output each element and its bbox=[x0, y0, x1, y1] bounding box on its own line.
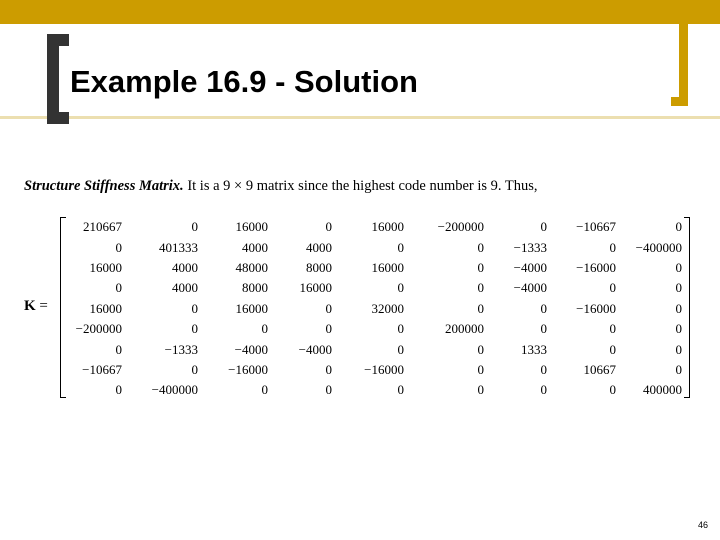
matrix-cell: 0 bbox=[675, 341, 682, 357]
matrix-cell: 0 bbox=[261, 382, 268, 398]
matrix-cell: −200000 bbox=[437, 219, 484, 235]
matrix-cell: 0 bbox=[397, 382, 404, 398]
matrix-cell: 16000 bbox=[371, 259, 404, 275]
matrix-cell: 0 bbox=[540, 361, 547, 377]
matrix-cell: 16000 bbox=[235, 300, 268, 316]
matrix-cell: 8000 bbox=[242, 280, 268, 296]
matrix-cell: 0 bbox=[325, 361, 332, 377]
matrix-cell: −4000 bbox=[513, 259, 547, 275]
title-bracket-right bbox=[679, 24, 688, 106]
matrix-cell: 0 bbox=[115, 341, 122, 357]
matrix-cell: 0 bbox=[397, 239, 404, 255]
matrix-cell: 0 bbox=[540, 382, 547, 398]
matrix-cell: 0 bbox=[675, 361, 682, 377]
matrix-cell: 0 bbox=[675, 259, 682, 275]
matrix-row bbox=[62, 217, 684, 237]
matrix-cell: 0 bbox=[477, 300, 484, 316]
matrix-cell: 0 bbox=[477, 239, 484, 255]
matrix-cell: 16000 bbox=[371, 219, 404, 235]
matrix-cell: 0 bbox=[675, 300, 682, 316]
matrix-cell: −200000 bbox=[75, 321, 122, 337]
matrix-cell: −1333 bbox=[513, 239, 547, 255]
intro-text: It is a 9 × 9 matrix since the highest code number is 9. Thus, bbox=[187, 178, 538, 194]
slide-title: Example 16.9 - Solution bbox=[70, 64, 418, 99]
matrix-cell: 48000 bbox=[235, 259, 268, 275]
matrix-cell: 0 bbox=[609, 382, 616, 398]
matrix-cell: −4000 bbox=[298, 341, 332, 357]
matrix-row bbox=[62, 319, 684, 339]
title-bracket-left-top bbox=[47, 34, 69, 46]
matrix-cell: 4000 bbox=[242, 239, 268, 255]
matrix-bracket-right bbox=[684, 217, 690, 398]
matrix-cell: −400000 bbox=[151, 382, 198, 398]
matrix-row bbox=[62, 258, 684, 278]
matrix-cell: 210667 bbox=[83, 219, 122, 235]
matrix-cell: 16000 bbox=[89, 259, 122, 275]
matrix-cell: 0 bbox=[325, 321, 332, 337]
matrix-row bbox=[62, 360, 684, 380]
matrix-cell: 4000 bbox=[306, 239, 332, 255]
matrix-row bbox=[62, 278, 684, 298]
matrix-cell: 0 bbox=[675, 321, 682, 337]
matrix-cell: −16000 bbox=[228, 361, 268, 377]
matrix-cell: 0 bbox=[397, 321, 404, 337]
matrix-cell: 0 bbox=[477, 382, 484, 398]
matrix-cell: 400000 bbox=[643, 382, 682, 398]
matrix-cell: 0 bbox=[477, 259, 484, 275]
matrix-cell: 0 bbox=[261, 321, 268, 337]
matrix-cell: 0 bbox=[675, 280, 682, 296]
matrix-cell: −1333 bbox=[164, 341, 198, 357]
matrix-cell: 0 bbox=[609, 321, 616, 337]
matrix-label bbox=[24, 296, 48, 316]
matrix-cell: 0 bbox=[191, 361, 198, 377]
matrix-cell: 0 bbox=[609, 280, 616, 296]
matrix-row bbox=[62, 299, 684, 319]
matrix-cell: 0 bbox=[191, 219, 198, 235]
matrix-cell: −10667 bbox=[82, 361, 122, 377]
matrix-cell: 10667 bbox=[583, 361, 616, 377]
matrix-cell: −10667 bbox=[576, 219, 616, 235]
matrix-cell: 0 bbox=[477, 341, 484, 357]
title-bracket-right-foot bbox=[671, 97, 688, 106]
matrix-cell: 0 bbox=[191, 321, 198, 337]
top-accent-bar bbox=[0, 0, 720, 24]
matrix-cell: 0 bbox=[325, 382, 332, 398]
title-bracket-left-bottom bbox=[47, 112, 69, 124]
header-divider bbox=[0, 116, 720, 119]
matrix-cell: 16000 bbox=[235, 219, 268, 235]
matrix-cell: 0 bbox=[540, 219, 547, 235]
matrix-cell: −16000 bbox=[364, 361, 404, 377]
matrix-cell: −400000 bbox=[635, 239, 682, 255]
matrix-cell: 16000 bbox=[299, 280, 332, 296]
matrix-equals: = bbox=[39, 298, 48, 314]
matrix-cell: 4000 bbox=[172, 259, 198, 275]
matrix-cell: 0 bbox=[675, 219, 682, 235]
matrix-cell: 0 bbox=[191, 300, 198, 316]
intro-sentence bbox=[24, 177, 538, 195]
matrix-cell: 8000 bbox=[306, 259, 332, 275]
matrix-cell: 401333 bbox=[159, 239, 198, 255]
intro-lead: Structure Stiffness Matrix. bbox=[24, 178, 184, 194]
matrix-row bbox=[62, 237, 684, 257]
matrix-cell: 4000 bbox=[172, 280, 198, 296]
matrix-cell: −16000 bbox=[576, 259, 616, 275]
matrix-cell: 0 bbox=[477, 361, 484, 377]
title-bracket-left bbox=[47, 34, 59, 124]
matrix-cell: 1333 bbox=[521, 341, 547, 357]
page-number: 46 bbox=[697, 520, 708, 530]
matrix-cell: 0 bbox=[115, 382, 122, 398]
matrix-cell: 0 bbox=[609, 239, 616, 255]
matrix-row bbox=[62, 339, 684, 359]
matrix-cell: 0 bbox=[115, 239, 122, 255]
matrix-cell: 0 bbox=[397, 341, 404, 357]
matrix-cell: 0 bbox=[397, 280, 404, 296]
matrix-cell: 0 bbox=[115, 280, 122, 296]
matrix-cell: 0 bbox=[540, 321, 547, 337]
stiffness-matrix bbox=[62, 217, 684, 401]
matrix-row bbox=[62, 380, 684, 400]
matrix-cell: 16000 bbox=[89, 300, 122, 316]
matrix-cell: −4000 bbox=[234, 341, 268, 357]
matrix-cell: 0 bbox=[540, 300, 547, 316]
matrix-cell: 0 bbox=[325, 219, 332, 235]
matrix-cell: 32000 bbox=[371, 300, 404, 316]
matrix-cell: 0 bbox=[477, 280, 484, 296]
matrix-symbol: K bbox=[24, 298, 36, 314]
matrix-cell: 200000 bbox=[445, 321, 484, 337]
matrix-cell: 0 bbox=[609, 341, 616, 357]
matrix-cell: 0 bbox=[325, 300, 332, 316]
matrix-cell: −16000 bbox=[576, 300, 616, 316]
matrix-cell: −4000 bbox=[513, 280, 547, 296]
